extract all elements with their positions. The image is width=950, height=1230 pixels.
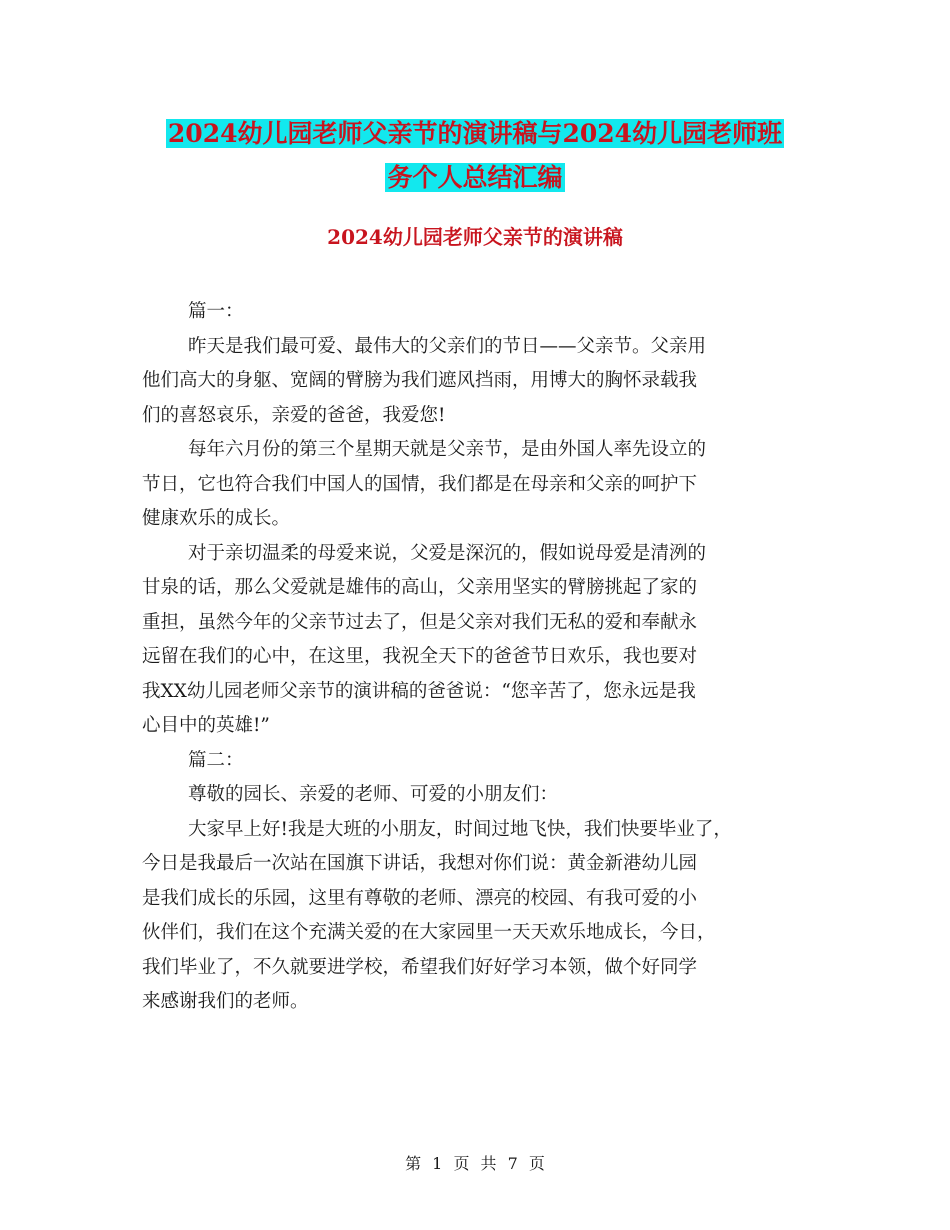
body-line: 节日，它也符合我们中国人的国情，我们都是在母亲和父亲的呵护下 (142, 473, 698, 495)
body-line: 心目中的英雄!” (142, 715, 270, 736)
body-line: 大家早上好!我是大班的小朋友，时间过地飞快，我们快要毕业了， (188, 818, 732, 840)
body-line: 昨天是我们最可爱、最伟大的父亲们的节日——父亲节。父亲用 (188, 335, 707, 357)
body-line: 重担，虽然今年的父亲节过去了，但是父亲对我们无私的爱和奉献永 (142, 611, 698, 633)
body-line: 我们毕业了，不久就要进学校，希望我们好好学习本领，做个好同学 (142, 956, 698, 978)
body-line: 篇一： (188, 301, 244, 322)
document-title-line-2: 务个人总结汇编 (387, 163, 563, 192)
body-line: 尊敬的园长、亲爱的老师、可爱的小朋友们： (188, 784, 559, 805)
body-line: 来感谢我们的老师。 (142, 991, 309, 1012)
section-title: 2024幼儿园老师父亲节的演讲稿 (327, 225, 623, 249)
body-line: 篇二： (188, 749, 244, 771)
body-line: 他们高大的身躯、宽阔的臂膀为我们遮风挡雨，用博大的胸怀录载我 (142, 370, 698, 391)
body-line: 伙伴们，我们在这个充满关爱的在大家园里一天天欢乐地成长，今日， (142, 922, 716, 943)
body-line: 健康欢乐的成长。 (142, 508, 291, 529)
body-line: 今日是我最后一次站在国旗下讲话，我想对你们说：黄金新港幼儿园 (142, 853, 698, 874)
body-line: 我XX幼儿园老师父亲节的演讲稿的爸爸说：“您辛苦了，您永远是我 (142, 680, 696, 702)
body-line: 们的喜怒哀乐，亲爱的爸爸，我爱您! (142, 404, 446, 426)
body-line: 远留在我们的心中，在这里，我祝全天下的爸爸节日欢乐，我也要对 (142, 646, 698, 667)
body-line: 甘泉的话，那么父爱就是雄伟的高山，父亲用坚实的臂膀挑起了家的 (142, 577, 698, 598)
body-line: 对于亲切温柔的母爱来说，父爱是深沉的，假如说母爱是清洌的 (188, 542, 707, 564)
body-line: 每年六月份的第三个星期天就是父亲节，是由外国人率先设立的 (188, 439, 707, 460)
body-line: 是我们成长的乐园，这里有尊敬的老师、漂亮的校园、有我可爱的小 (142, 887, 698, 909)
page-footer: 第 1 页 共 7 页 (405, 1154, 545, 1173)
document-title-line-1: 2024幼儿园老师父亲节的演讲稿与2024幼儿园老师班 (167, 119, 783, 148)
document-title (0, 112, 950, 200)
body-text (142, 295, 822, 1020)
